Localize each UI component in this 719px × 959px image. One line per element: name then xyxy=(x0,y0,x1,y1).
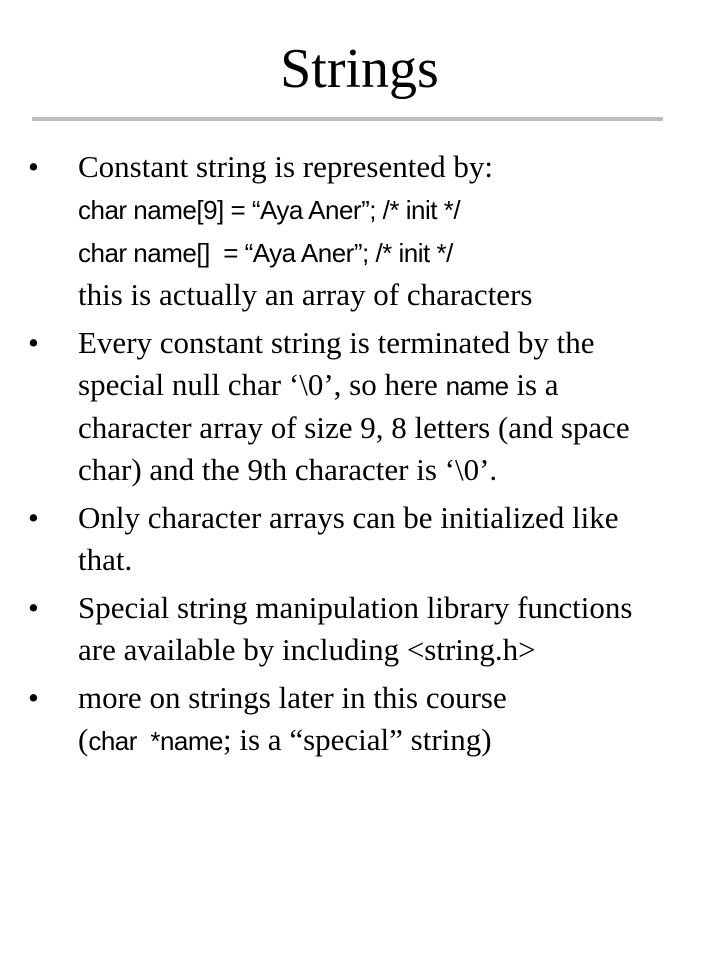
bullet-marker: • xyxy=(28,500,39,535)
title-divider xyxy=(32,117,663,121)
bullet-text: Constant string is represented by: xyxy=(78,149,493,184)
bullet-list xyxy=(0,146,678,768)
bullet-text: Only character arrays can be initialized like that. xyxy=(78,500,619,577)
bullet-text: ( xyxy=(78,722,89,757)
bullet-item-constant-string xyxy=(0,146,678,316)
bullet-marker: • xyxy=(28,590,39,625)
code-line: char name[] = “Aya Aner”; /* init */ xyxy=(78,238,453,268)
inline-code: name xyxy=(445,371,509,401)
slide-title: Strings xyxy=(280,38,439,100)
bullet-text: this is actually an array of characters xyxy=(78,277,533,312)
bullet-marker: • xyxy=(28,325,39,360)
bullet-item-char-arrays xyxy=(0,497,678,581)
bullet-text: ; is a “special” string) xyxy=(223,722,492,757)
bullet-text: Every constant string is terminated by the special null char ‘\0’, so here xyxy=(78,325,595,402)
bullet-text: Special string manipulation library functions are available by including <string.h> xyxy=(78,590,633,667)
bullet-item-null-terminator xyxy=(0,322,678,491)
bullet-item-library-functions xyxy=(0,587,678,671)
inline-code: char *name xyxy=(88,726,224,756)
bullet-item-more-on-strings xyxy=(0,677,678,762)
code-line: char name[9] = “Aya Aner”; /* init */ xyxy=(78,195,461,225)
bullet-marker: • xyxy=(28,149,39,184)
bullet-marker: • xyxy=(28,680,39,715)
bullet-text: more on strings later in this course xyxy=(78,680,507,715)
bullet-text: is a character array of size 9, 8 letters (and space char) and the 9th character is ‘\0’. xyxy=(78,367,630,487)
